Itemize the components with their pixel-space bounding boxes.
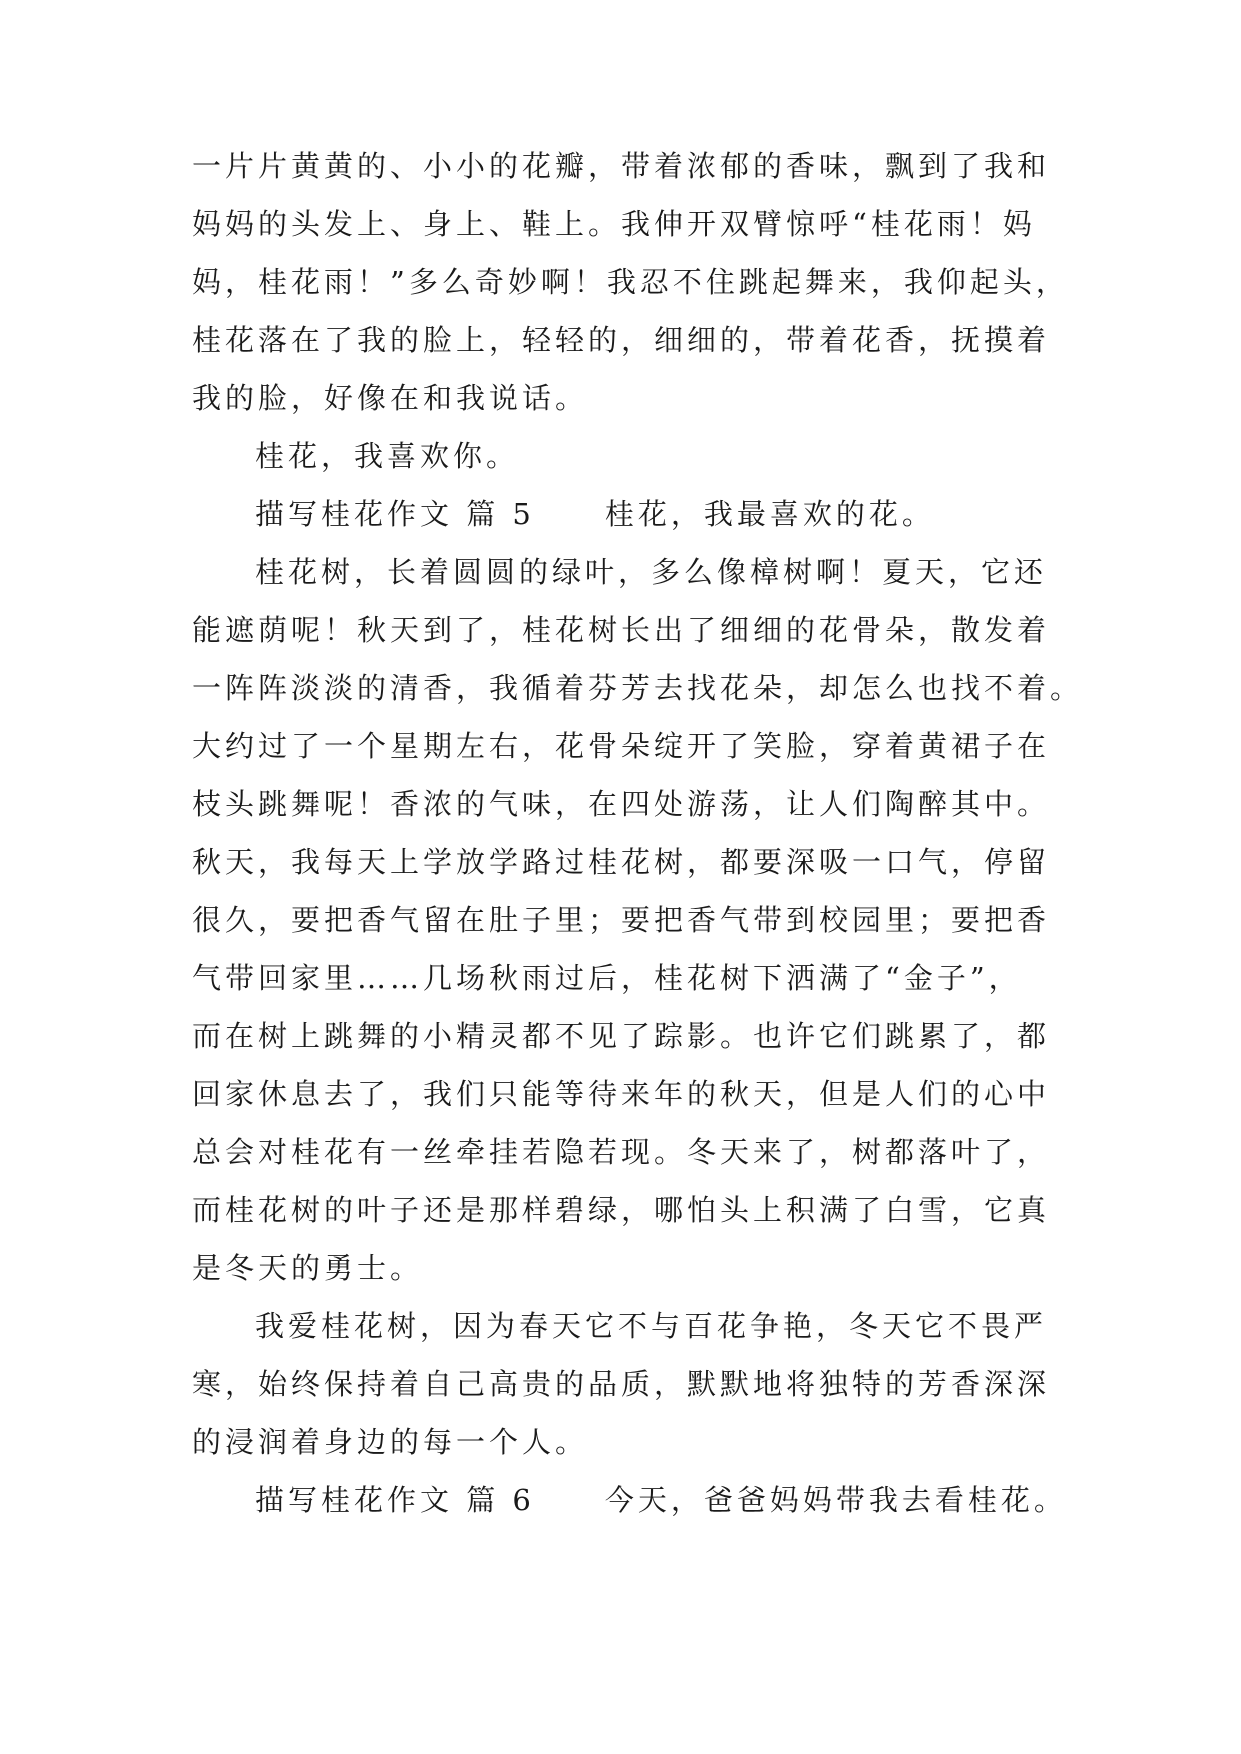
body-text-line: 很久，要把香气留在肚子里；要把香气带到校园里；要把香 bbox=[192, 903, 1051, 937]
body-text-line: 我的脸，好像在和我说话。 bbox=[192, 381, 589, 415]
body-text-line: 妈，桂花雨！”多么奇妙啊！我忍不住跳起舞来，我仰起头， bbox=[192, 265, 1069, 299]
body-text-line: 秋天，我每天上学放学路过桂花树，都要深吸一口气，停留 bbox=[192, 845, 1051, 879]
essay-heading-line bbox=[255, 1482, 1067, 1518]
body-text-line: 总会对桂花有一丝牵挂若隐若现。冬天来了，树都落叶了， bbox=[192, 1135, 1051, 1169]
essay-opening-text: 今天，爸爸妈妈带我去看桂花。 bbox=[604, 1483, 1067, 1517]
body-text-line: 寒，始终保持着自己高贵的品质，默默地将独特的芳香深深 bbox=[192, 1367, 1051, 1401]
body-text-line: 妈妈的头发上、身上、鞋上。我伸开双臂惊呼“桂花雨！妈 bbox=[192, 207, 1036, 241]
body-text-line: 气带回家里……几场秋雨过后，桂花树下洒满了“金子”， bbox=[192, 961, 1022, 995]
essay-heading-line bbox=[255, 496, 935, 532]
body-text-line: 桂花树，长着圆圆的绿叶，多么像樟树啊！夏天，它还 bbox=[255, 555, 1048, 589]
essay-heading: 描写桂花作文 篇 5 bbox=[255, 497, 535, 531]
body-text-line: 而在树上跳舞的小精灵都不见了踪影。也许它们跳累了，都 bbox=[192, 1019, 1051, 1053]
essay-heading: 描写桂花作文 篇 6 bbox=[255, 1483, 535, 1517]
body-text-line: 桂花落在了我的脸上，轻轻的，细细的，带着花香，抚摸着 bbox=[192, 323, 1051, 357]
essay-opening-text: 桂花，我最喜欢的花。 bbox=[604, 497, 935, 531]
body-text-line: 枝头跳舞呢！香浓的气味，在四处游荡，让人们陶醉其中。 bbox=[192, 787, 1051, 821]
body-text-line: 一阵阵淡淡的清香，我循着芬芳去找花朵，却怎么也找不着。 bbox=[192, 671, 1084, 705]
body-text-line: 的浸润着身边的每一个人。 bbox=[192, 1425, 589, 1459]
body-text-line: 我爱桂花树，因为春天它不与百花争艳，冬天它不畏严 bbox=[255, 1309, 1048, 1343]
body-text-line: 是冬天的勇士。 bbox=[192, 1251, 424, 1285]
body-text-line: 能遮荫呢！秋天到了，桂花树长出了细细的花骨朵，散发着 bbox=[192, 613, 1051, 647]
body-text-line: 回家休息去了，我们只能等待来年的秋天，但是人们的心中 bbox=[192, 1077, 1051, 1111]
body-text-line: 一片片黄黄的、小小的花瓣，带着浓郁的香味，飘到了我和 bbox=[192, 149, 1051, 183]
body-text-line: 而桂花树的叶子还是那样碧绿，哪怕头上积满了白雪，它真 bbox=[192, 1193, 1051, 1227]
body-text-line: 大约过了一个星期左右，花骨朵绽开了笑脸，穿着黄裙子在 bbox=[192, 729, 1051, 763]
body-text-line: 桂花，我喜欢你。 bbox=[255, 439, 520, 473]
